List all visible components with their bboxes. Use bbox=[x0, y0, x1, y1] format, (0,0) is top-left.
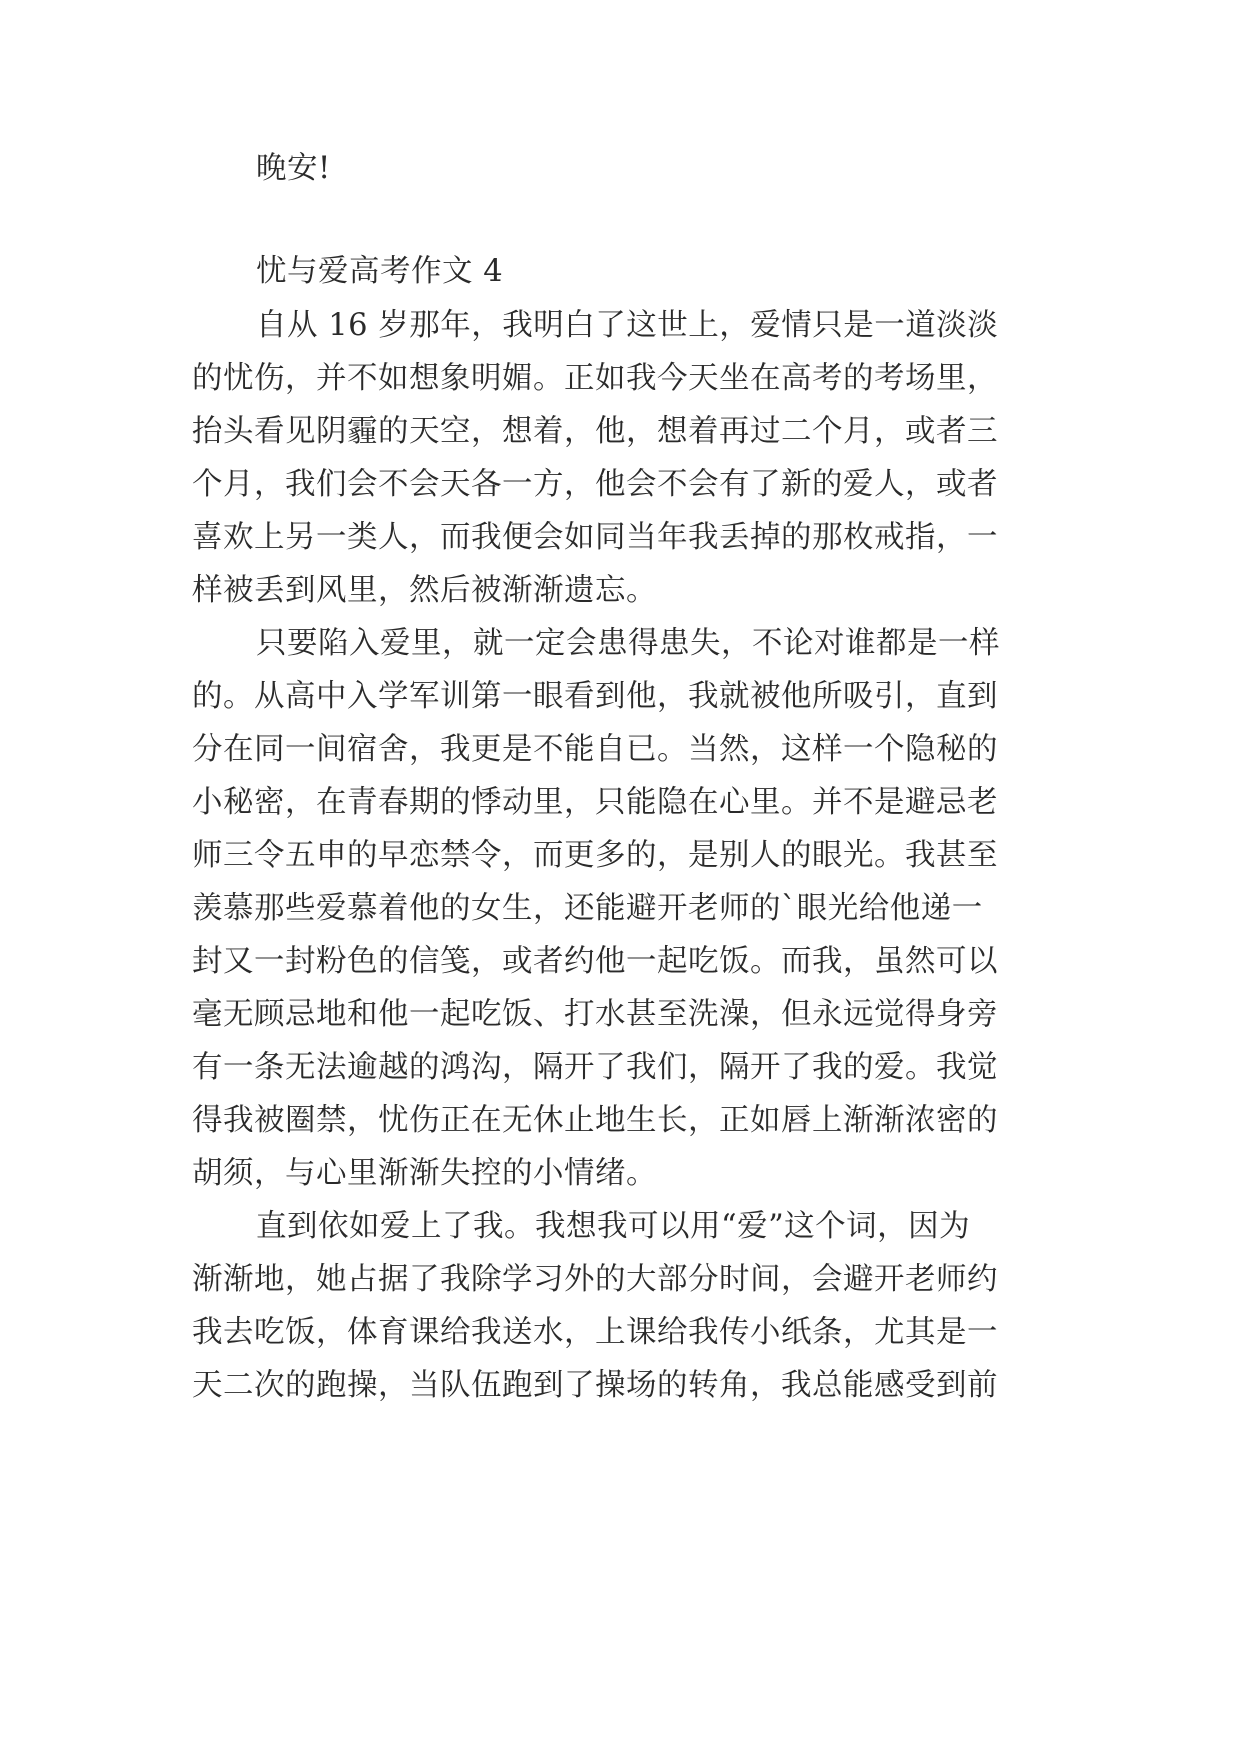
paragraph-2-line-7: 封又一封粉色的信笺，或者约他一起吃饭。而我，虽然可以 bbox=[192, 944, 998, 979]
closing-line: 晚安! bbox=[256, 151, 331, 186]
paragraph-1-line-1: 自从 16 岁那年，我明白了这世上，爱情只是一道淡淡 bbox=[256, 308, 999, 343]
paragraph-3-line-2: 渐渐地，她占据了我除学习外的大部分时间，会避开老师约 bbox=[192, 1262, 998, 1297]
paragraph-1-line-2: 的忧伤，并不如想象明媚。正如我今天坐在高考的考场里， bbox=[192, 361, 998, 396]
paragraph-2-line-3: 分在同一间宿舍，我更是不能自已。当然，这样一个隐秘的 bbox=[192, 732, 998, 767]
paragraph-1-line-4: 个月，我们会不会天各一方，他会不会有了新的爱人，或者 bbox=[192, 467, 998, 502]
paragraph-2-line-5: 师三令五申的早恋禁令，而更多的，是别人的眼光。我甚至 bbox=[192, 838, 998, 873]
paragraph-2-line-8: 毫无顾忌地和他一起吃饭、打水甚至洗澡，但永远觉得身旁 bbox=[192, 997, 998, 1032]
paragraph-1-line-6: 样被丢到风里，然后被渐渐遗忘。 bbox=[192, 573, 657, 608]
paragraph-2-line-10: 得我被圈禁，忧伤正在无休止地生长，正如唇上渐渐浓密的 bbox=[192, 1103, 998, 1138]
paragraph-3-line-4: 天二次的跑操，当队伍跑到了操场的转角，我总能感受到前 bbox=[192, 1368, 998, 1403]
paragraph-3-line-3: 我去吃饭，体育课给我送水，上课给我传小纸条，尤其是一 bbox=[192, 1315, 998, 1350]
paragraph-3-line-1: 直到依如爱上了我。我想我可以用“爱”这个词，因为 bbox=[256, 1209, 971, 1244]
paragraph-2-line-4: 小秘密，在青春期的悸动里，只能隐在心里。并不是避忌老 bbox=[192, 785, 998, 820]
paragraph-1-line-3: 抬头看见阴霾的天空，想着，他，想着再过二个月，或者三 bbox=[192, 414, 998, 449]
document-body bbox=[192, 0, 1052, 1754]
paragraph-2-line-6: 羡慕那些爱慕着他的女生，还能避开老师的`眼光给他递一 bbox=[192, 891, 983, 926]
section-title: 忧与爱高考作文 4 bbox=[256, 254, 504, 289]
paragraph-2-line-11: 胡须，与心里渐渐失控的小情绪。 bbox=[192, 1156, 657, 1191]
paragraph-1-line-5: 喜欢上另一类人，而我便会如同当年我丢掉的那枚戒指，一 bbox=[192, 520, 998, 555]
paragraph-2-line-9: 有一条无法逾越的鸿沟，隔开了我们，隔开了我的爱。我觉 bbox=[192, 1050, 998, 1085]
paragraph-2-line-2: 的。从高中入学军训第一眼看到他，我就被他所吸引，直到 bbox=[192, 679, 998, 714]
paragraph-2-line-1: 只要陷入爱里，就一定会患得患失，不论对谁都是一样 bbox=[256, 626, 1000, 661]
